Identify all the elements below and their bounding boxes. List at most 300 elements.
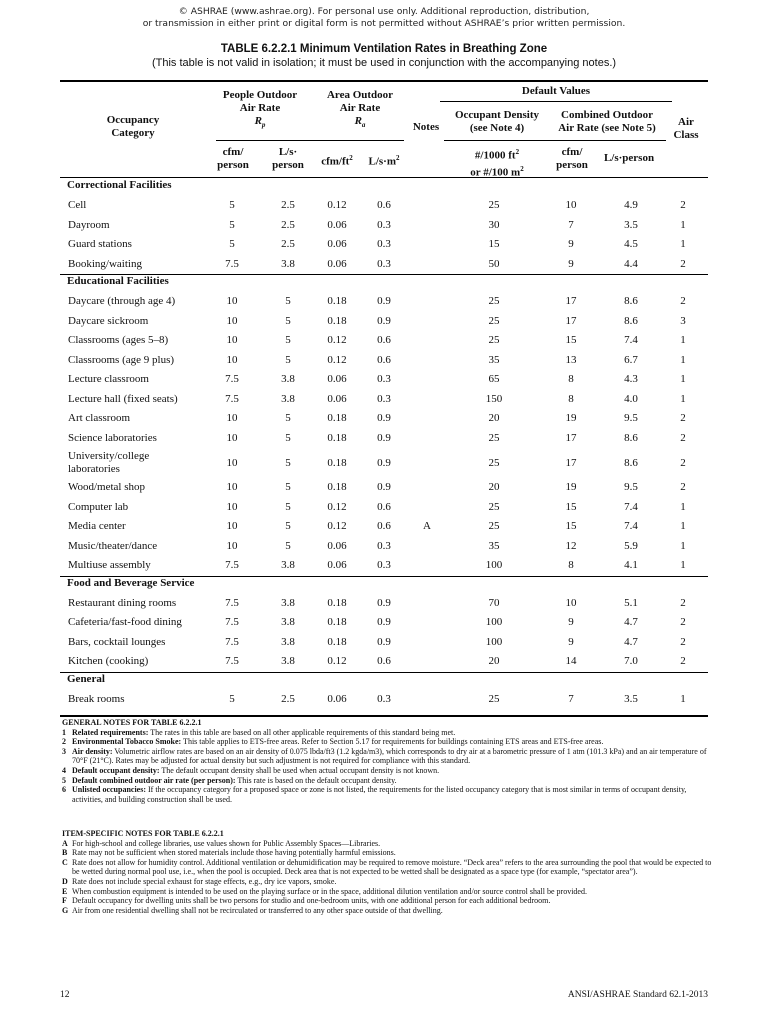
- table-cell-comb-ls: 4.3: [624, 373, 638, 386]
- table-cell-comb-ls: 5.1: [624, 596, 638, 609]
- note-label: Default combined outdoor air rate (per person):: [72, 775, 236, 785]
- table-cell-ra-ls: 0.6: [377, 655, 391, 668]
- table-cell-rp-ls: 3.8: [281, 635, 295, 648]
- table-cell-ra-ls: 0.3: [377, 238, 391, 251]
- note-text: If the occupancy category for a proposed space or zone is not listed, the requirements for the listed occupancy category that is most similar in terms of occupant density, activities, and building construction shall be used.: [72, 785, 687, 804]
- table-cell-air: 1: [680, 373, 686, 386]
- table-cell-air: 1: [680, 692, 686, 705]
- table-cell-ra-ls: 0.9: [377, 635, 391, 648]
- table-cell-comb-ls: 8.6: [624, 456, 638, 469]
- header-combined-line2: Air Rate (see Note 5): [558, 122, 656, 134]
- note-text: Volumetric airflow rates are based on an air density of 0.075 lbda/ft3 (1.2 kgda/m3), which corresponds to dry air at a barometric pressure of 1 atm (101.3 kPa) and an air temperature of 70°F (21°C). Rates may be adjusted for actual density but such adjustment is not required for compliance with this standard.: [72, 746, 707, 766]
- table-cell-rp-ls: 5: [285, 520, 291, 533]
- unit-density-2-sup: 2: [520, 164, 524, 173]
- table-cell-rp-cfm: 10: [226, 520, 238, 533]
- note-item: [62, 737, 712, 747]
- note-text: When combustion equipment is intended to be used on the playing surface or in the space, additional dilution ventilation and/or source control shall be provided.: [72, 886, 587, 896]
- table-cell-air: 2: [680, 635, 686, 648]
- occupancy-category-cell: Booking/waiting: [68, 257, 142, 270]
- header-occupancy-line1: Occupancy: [106, 114, 160, 126]
- item-notes-list: [62, 839, 712, 916]
- table-cell-comb-ls: 8.6: [624, 431, 638, 444]
- table-cell-comb-ls: 3.5: [624, 218, 638, 231]
- note-key: 4: [62, 765, 66, 775]
- unit-comb-cfm-2: person: [556, 159, 588, 171]
- note-key: B: [62, 848, 68, 858]
- table-cell-comb-ls: 4.1: [624, 559, 638, 572]
- table-cell-ra-cfm: 0.06: [327, 392, 347, 405]
- note-label: Related requirements:: [72, 727, 149, 737]
- table-cell-density: 35: [488, 353, 500, 366]
- table-cell-ra-cfm: 0.12: [327, 500, 347, 513]
- table-cell-ra-ls: 0.6: [377, 500, 391, 513]
- header-notes: Notes: [412, 121, 440, 133]
- note-key: 3: [62, 746, 66, 756]
- note-item: [62, 848, 712, 858]
- note-item: [62, 785, 712, 804]
- table-cell-comb-ls: 9.5: [624, 412, 638, 425]
- header-area-sub: a: [361, 121, 366, 130]
- table-cell-comb-cfm: 19: [565, 412, 577, 425]
- default-values-rule: [440, 101, 672, 102]
- table-cell-rp-ls: 3.8: [281, 616, 295, 629]
- table-cell-rp-cfm: 10: [226, 481, 238, 494]
- table-cell-comb-ls: 4.9: [624, 199, 638, 212]
- table-cell-rp-ls: 5: [285, 500, 291, 513]
- table-cell-rp-ls: 2.5: [281, 238, 295, 251]
- note-label: Environmental Tobacco Smoke:: [72, 737, 182, 747]
- table-cell-ra-cfm: 0.18: [327, 596, 347, 609]
- table-cell-rp-ls: 2.5: [281, 199, 295, 212]
- unit-density-2-text: or #/100 m: [470, 166, 521, 179]
- table-cell-air: 1: [680, 353, 686, 366]
- table-cell-comb-cfm: 14: [565, 655, 577, 668]
- table-cell-comb-ls: 8.6: [624, 295, 638, 308]
- table-cell-comb-ls: 9.5: [624, 481, 638, 494]
- table-cell-rp-ls: 3.8: [281, 373, 295, 386]
- rate-units-rule-right: [444, 140, 666, 141]
- table-cell-density: 25: [488, 199, 500, 212]
- header-people-rate: [210, 89, 310, 132]
- header-area-symbol: [312, 115, 408, 132]
- table-cell-density: 65: [488, 373, 500, 386]
- standard-name: ANSI/ASHRAE Standard 62.1-2013: [567, 990, 708, 1000]
- table-cell-comb-cfm: 15: [565, 520, 577, 533]
- occupancy-category-cell: Daycare (through age 4): [68, 295, 176, 308]
- header-bottom-rule: [60, 177, 708, 178]
- table-cell-ra-ls: 0.9: [377, 295, 391, 308]
- table-cell-comb-ls: 4.7: [624, 635, 638, 648]
- table-cell-rp-cfm: 5: [229, 692, 235, 705]
- table-subtitle: (This table is not valid in isolation; it must be used in conjunction with the accompanying notes.): [151, 57, 617, 69]
- note-text: This table applies to ETS-free areas. Refer to Section 5.17 for requirements for buildings containing ETS areas and ETS-free areas.: [181, 737, 604, 747]
- occupancy-category-cell: Music/theater/dance: [68, 539, 158, 552]
- table-cell-air: 1: [680, 539, 686, 552]
- table-cell-comb-cfm: 8: [568, 373, 574, 386]
- table-cell-comb-cfm: 10: [565, 199, 577, 212]
- table-cell-ra-ls: 0.6: [377, 353, 391, 366]
- table-cell-air: 2: [680, 596, 686, 609]
- header-density-line1: Occupant Density: [454, 109, 540, 121]
- table-cell-rp-cfm: 10: [226, 456, 238, 469]
- note-item: [62, 896, 712, 906]
- table-cell-ra-ls: 0.3: [377, 218, 391, 231]
- note-key: 2: [62, 737, 66, 747]
- table-cell-rp-ls: 5: [285, 431, 291, 444]
- occupancy-category-cell: Bars, cocktail lounges: [68, 635, 166, 648]
- table-cell-ra-ls: 0.3: [377, 373, 391, 386]
- unit-density: [444, 146, 550, 179]
- note-key: E: [62, 886, 68, 896]
- table-cell-rp-ls: 5: [285, 539, 291, 552]
- table-cell-rp-cfm: 7.5: [225, 559, 239, 572]
- note-key: 6: [62, 785, 66, 795]
- unit-ra-ls: [362, 152, 406, 169]
- table-cell-ra-ls: 0.9: [377, 596, 391, 609]
- table-cell-ra-ls: 0.9: [377, 431, 391, 444]
- table-cell-comb-cfm: 9: [568, 635, 574, 648]
- table-cell-rp-cfm: 7.5: [225, 257, 239, 270]
- header-people-line2: Air Rate: [239, 102, 281, 114]
- table-cell-ra-ls: 0.6: [377, 334, 391, 347]
- header-occupancy-category: [88, 114, 178, 140]
- table-cell-air: 2: [680, 481, 686, 494]
- table-cell-density: 25: [488, 500, 500, 513]
- table-cell-ra-cfm: 0.06: [327, 218, 347, 231]
- table-cell-density: 20: [488, 481, 500, 494]
- table-cell-ra-ls: 0.3: [377, 559, 391, 572]
- table-cell-air: 2: [680, 456, 686, 469]
- table-cell-ra-ls: 0.9: [377, 456, 391, 469]
- table-cell-rp-cfm: 10: [226, 431, 238, 444]
- table-cell-ra-cfm: 0.18: [327, 412, 347, 425]
- note-label: Air density:: [72, 746, 113, 756]
- unit-rp-cfm-1: cfm/: [222, 146, 244, 158]
- page-number: 12: [60, 990, 70, 1000]
- table-cell-rp-cfm: 10: [226, 295, 238, 308]
- table-cell-notes: A: [423, 520, 431, 533]
- table-cell-ra-cfm: 0.18: [327, 456, 347, 469]
- table-cell-comb-ls: 3.5: [624, 692, 638, 705]
- table-cell-ra-ls: 0.9: [377, 314, 391, 327]
- table-cell-rp-ls: 5: [285, 334, 291, 347]
- table-cell-air: 2: [680, 295, 686, 308]
- table-title: TABLE 6.2.2.1 Minimum Ventilation Rates in Breathing Zone: [220, 43, 548, 55]
- table-cell-comb-ls: 4.0: [624, 392, 638, 405]
- table-cell-rp-ls: 2.5: [281, 692, 295, 705]
- table-cell-density: 25: [488, 456, 500, 469]
- table-cell-rp-cfm: 10: [226, 412, 238, 425]
- table-cell-ra-cfm: 0.06: [327, 539, 347, 552]
- table-cell-density: 25: [488, 295, 500, 308]
- table-cell-density: 50: [488, 257, 500, 270]
- table-cell-ra-ls: 0.9: [377, 481, 391, 494]
- table-cell-air: 2: [680, 199, 686, 212]
- table-cell-rp-ls: 5: [285, 481, 291, 494]
- table-cell-rp-cfm: 5: [229, 199, 235, 212]
- note-label: Default occupant density:: [72, 765, 160, 775]
- table-cell-rp-cfm: 5: [229, 238, 235, 251]
- header-people-line1: People Outdoor: [222, 89, 298, 101]
- table-cell-ra-cfm: 0.12: [327, 334, 347, 347]
- table-cell-air: 2: [680, 616, 686, 629]
- rate-units-rule-left: [216, 140, 404, 141]
- table-cell-ra-cfm: 0.18: [327, 481, 347, 494]
- note-item: [62, 877, 712, 887]
- table-cell-comb-cfm: 7: [568, 692, 574, 705]
- table-cell-ra-cfm: 0.18: [327, 295, 347, 308]
- table-cell-comb-cfm: 19: [565, 481, 577, 494]
- table-cell-rp-cfm: 7.5: [225, 635, 239, 648]
- table-cell-ra-cfm: 0.06: [327, 559, 347, 572]
- occupancy-category-cell: Classrooms (age 9 plus): [68, 353, 175, 366]
- note-text: Rate does not allow for humidity control. Additional ventilation or dehumidification may be required to remove moisture. “Deck area” refers to the area surrounding the pool that would be expected to be wetted during normal pool use, i.e., when the pool is occupied. Deck area that is not expected to be wetted shall be designated as a space type (for example, “spectator area”).: [72, 857, 712, 877]
- unit-rp-ls: [266, 146, 310, 172]
- unit-rp-ls-1: L/s·: [278, 146, 298, 158]
- table-cell-rp-cfm: 7.5: [225, 373, 239, 386]
- table-cell-ra-cfm: 0.18: [327, 431, 347, 444]
- table-cell-air: 1: [680, 500, 686, 513]
- table-cell-rp-cfm: 10: [226, 334, 238, 347]
- table-cell-density: 20: [488, 412, 500, 425]
- header-air-class: [668, 116, 704, 142]
- unit-ra-cfm: [312, 152, 362, 169]
- header-combined-rate: [548, 109, 666, 135]
- occupancy-category-cell: Guard stations: [68, 238, 132, 251]
- unit-comb-cfm: [550, 146, 594, 172]
- table-cell-rp-cfm: 7.5: [225, 616, 239, 629]
- table-cell-comb-ls: 6.7: [624, 353, 638, 366]
- table-cell-rp-cfm: 10: [226, 500, 238, 513]
- note-key: A: [62, 838, 68, 848]
- table-cell-density: 150: [485, 392, 503, 405]
- table-cell-rp-ls: 3.8: [281, 257, 295, 270]
- occupancy-category-cell: Lecture hall (fixed seats): [68, 392, 178, 405]
- note-key: C: [62, 857, 68, 867]
- header-combined-line1: Combined Outdoor: [561, 109, 653, 121]
- table-cell-ra-cfm: 0.12: [327, 353, 347, 366]
- table-cell-comb-cfm: 13: [565, 353, 577, 366]
- table-cell-ra-ls: 0.6: [377, 520, 391, 533]
- table-cell-rp-ls: 2.5: [281, 218, 295, 231]
- table-bottom-rule: [60, 715, 708, 717]
- table-cell-density: 100: [485, 559, 503, 572]
- section-rule: [60, 672, 708, 673]
- note-text: Rate does not include special exhaust for stage effects, e.g., dry ice vapors, smoke.: [72, 876, 337, 886]
- table-cell-ra-cfm: 0.06: [327, 257, 347, 270]
- unit-ra-cfm-text: cfm/ft: [321, 155, 350, 168]
- copyright-line-2: or transmission in either print or digital form is not permitted without ASHRAE’s prior written permission.: [142, 18, 626, 29]
- table-cell-rp-ls: 5: [285, 353, 291, 366]
- unit-ra-ls-sup: 2: [396, 154, 400, 162]
- table-cell-air: 1: [680, 520, 686, 533]
- general-notes: [62, 718, 712, 804]
- table-cell-ra-ls: 0.3: [377, 692, 391, 705]
- header-area-line2: Air Rate: [339, 102, 381, 114]
- occupancy-category-cell: Restaurant dining rooms: [68, 596, 177, 609]
- unit-comb-cfm-1: cfm/: [561, 146, 583, 158]
- occupancy-category-cell: Art classroom: [68, 412, 131, 425]
- note-item: [62, 858, 712, 877]
- note-text: This rate is based on the default occupant density.: [235, 775, 397, 785]
- occupancy-category-cell: Dayroom: [68, 218, 110, 231]
- table-cell-density: 100: [485, 635, 503, 648]
- note-text: For high-school and college libraries, use values shown for Public Assembly Spaces—Libraries.: [72, 838, 381, 848]
- note-key: 5: [62, 775, 66, 785]
- table-cell-density: 20: [488, 655, 500, 668]
- table-cell-rp-ls: 5: [285, 295, 291, 308]
- occupancy-category-cell: Lecture classroom: [68, 373, 149, 386]
- header-air-line2: Class: [673, 129, 699, 141]
- table-cell-air: 1: [680, 238, 686, 251]
- table-cell-comb-cfm: 8: [568, 392, 574, 405]
- note-item: [62, 839, 712, 849]
- unit-rp-cfm: [213, 146, 253, 172]
- table-cell-rp-cfm: 10: [226, 539, 238, 552]
- table-cell-density: 35: [488, 539, 500, 552]
- table-cell-comb-ls: 7.0: [624, 655, 638, 668]
- table-cell-comb-cfm: 12: [565, 539, 577, 552]
- note-text: The rates in this table are based on all other applicable requirements of this standard being met.: [148, 727, 456, 737]
- table-cell-rp-cfm: 5: [229, 218, 235, 231]
- general-notes-list: [62, 728, 712, 805]
- note-item: [62, 766, 712, 776]
- note-item: [62, 776, 712, 786]
- table-cell-comb-cfm: 9: [568, 238, 574, 251]
- table-cell-comb-cfm: 9: [568, 616, 574, 629]
- section-heading: Food and Beverage Service: [67, 576, 195, 589]
- unit-density-2: [444, 163, 550, 180]
- table-cell-ra-cfm: 0.12: [327, 520, 347, 533]
- occupancy-category-cell: Daycare sickroom: [68, 314, 149, 327]
- header-area-line1: Area Outdoor: [326, 89, 394, 101]
- table-cell-rp-cfm: 10: [226, 314, 238, 327]
- table-cell-ra-ls: 0.3: [377, 392, 391, 405]
- table-cell-rp-ls: 5: [285, 456, 291, 469]
- header-area-rate: [312, 89, 408, 132]
- unit-ra-ls-text: L/s·m: [368, 155, 396, 168]
- table-cell-air: 2: [680, 655, 686, 668]
- table-cell-rp-cfm: 7.5: [225, 596, 239, 609]
- table-cell-rp-ls: 3.8: [281, 392, 295, 405]
- table-cell-comb-cfm: 17: [565, 431, 577, 444]
- table-cell-density: 25: [488, 334, 500, 347]
- occupancy-category-cell: Classrooms (ages 5–8): [68, 334, 169, 347]
- header-people-sym: R: [254, 115, 262, 127]
- table-cell-comb-ls: 4.4: [624, 257, 638, 270]
- header-people-symbol: [210, 115, 310, 132]
- header-density-line2: (see Note 4): [469, 122, 525, 134]
- copyright-line-1: © ASHRAE (www.ashrae.org). For personal use only. Additional reproduction, distribution,: [178, 6, 590, 17]
- table-cell-rp-ls: 5: [285, 314, 291, 327]
- table-cell-comb-ls: 8.6: [624, 314, 638, 327]
- table-cell-rp-cfm: 7.5: [225, 655, 239, 668]
- table-cell-comb-cfm: 17: [565, 295, 577, 308]
- table-cell-density: 70: [488, 596, 500, 609]
- unit-density-1-sup: 2: [515, 148, 520, 156]
- section-heading: Correctional Facilities: [67, 179, 172, 191]
- table-cell-air: 2: [680, 412, 686, 425]
- occupancy-category-cell: Wood/metal shop: [68, 481, 146, 494]
- table-cell-ra-cfm: 0.12: [327, 199, 347, 212]
- occupancy-category-cell: Media center: [68, 520, 126, 533]
- note-item: [62, 747, 712, 766]
- header-people-sub: p: [261, 121, 266, 130]
- table-cell-ra-cfm: 0.18: [327, 635, 347, 648]
- table-cell-comb-cfm: 15: [565, 334, 577, 347]
- table-cell-air: 2: [680, 257, 686, 270]
- table-cell-ra-ls: 0.3: [377, 257, 391, 270]
- table-cell-comb-cfm: 8: [568, 559, 574, 572]
- table-cell-ra-cfm: 0.18: [327, 616, 347, 629]
- occupancy-category-cell: Computer lab: [68, 500, 129, 513]
- table-cell-rp-cfm: 10: [226, 353, 238, 366]
- unit-rp-ls-2: person: [272, 159, 304, 171]
- note-item: [62, 906, 712, 916]
- occupancy-category-cell: Science laboratories: [68, 431, 157, 444]
- unit-density-1: [444, 146, 550, 163]
- table-cell-rp-ls: 3.8: [281, 559, 295, 572]
- table-cell-comb-ls: 7.4: [624, 334, 638, 347]
- unit-density-1-text: #/1000 ft: [474, 149, 516, 162]
- note-key: G: [62, 905, 69, 915]
- table-cell-comb-ls: 4.5: [624, 238, 638, 251]
- note-item: [62, 728, 712, 738]
- table-cell-ra-cfm: 0.18: [327, 314, 347, 327]
- note-text: The default occupant density shall be used when actual occupant density is not known.: [159, 765, 440, 775]
- table-cell-ra-ls: 0.9: [377, 616, 391, 629]
- table-cell-density: 25: [488, 431, 500, 444]
- table-cell-rp-cfm: 7.5: [225, 392, 239, 405]
- table-cell-comb-cfm: 17: [565, 314, 577, 327]
- table-cell-ra-ls: 0.3: [377, 539, 391, 552]
- occupancy-category-cell: Break rooms: [68, 692, 125, 705]
- table-cell-ra-ls: 0.6: [377, 199, 391, 212]
- table-cell-comb-cfm: 7: [568, 218, 574, 231]
- note-text: Default occupancy for dwelling units shall be two persons for studio and one-bedroom units, with one additional person for each additional bedroom.: [72, 896, 551, 906]
- table-cell-density: 25: [488, 692, 500, 705]
- table-cell-comb-cfm: 17: [565, 456, 577, 469]
- table-cell-air: 1: [680, 334, 686, 347]
- unit-ra-cfm-sup: 2: [349, 154, 353, 162]
- section-heading: General: [67, 672, 105, 685]
- table-cell-density: 30: [488, 218, 500, 231]
- table-cell-comb-ls: 7.4: [624, 520, 638, 533]
- section-heading: Educational Facilities: [67, 275, 169, 287]
- table-cell-density: 25: [488, 314, 500, 327]
- header-occupancy-line2: Category: [111, 127, 155, 139]
- table-cell-comb-cfm: 10: [565, 596, 577, 609]
- general-notes-heading: GENERAL NOTES FOR TABLE 6.2.2.1: [62, 718, 202, 727]
- table-cell-comb-cfm: 9: [568, 257, 574, 270]
- note-label: Unlisted occupancies:: [72, 785, 146, 795]
- table-cell-ra-cfm: 0.12: [327, 655, 347, 668]
- note-item: [62, 887, 712, 897]
- note-text: Air from one residential dwelling shall not be recirculated or transferred to any other space outside of that dwelling.: [72, 905, 443, 915]
- table-cell-ra-cfm: 0.06: [327, 238, 347, 251]
- unit-rp-cfm-2: person: [217, 159, 249, 171]
- table-cell-density: 15: [488, 238, 500, 251]
- occupancy-category-cell: Cafeteria/fast-food dining: [68, 616, 182, 629]
- header-area-sym: R: [354, 115, 362, 127]
- note-key: 1: [62, 727, 66, 737]
- header-occupant-density: [444, 109, 550, 135]
- table-cell-comb-ls: 7.4: [624, 500, 638, 513]
- table-cell-air: 1: [680, 218, 686, 231]
- table-cell-air: 1: [680, 392, 686, 405]
- occupancy-category-cell: Multiuse assembly: [68, 559, 151, 572]
- table-cell-ra-cfm: 0.06: [327, 373, 347, 386]
